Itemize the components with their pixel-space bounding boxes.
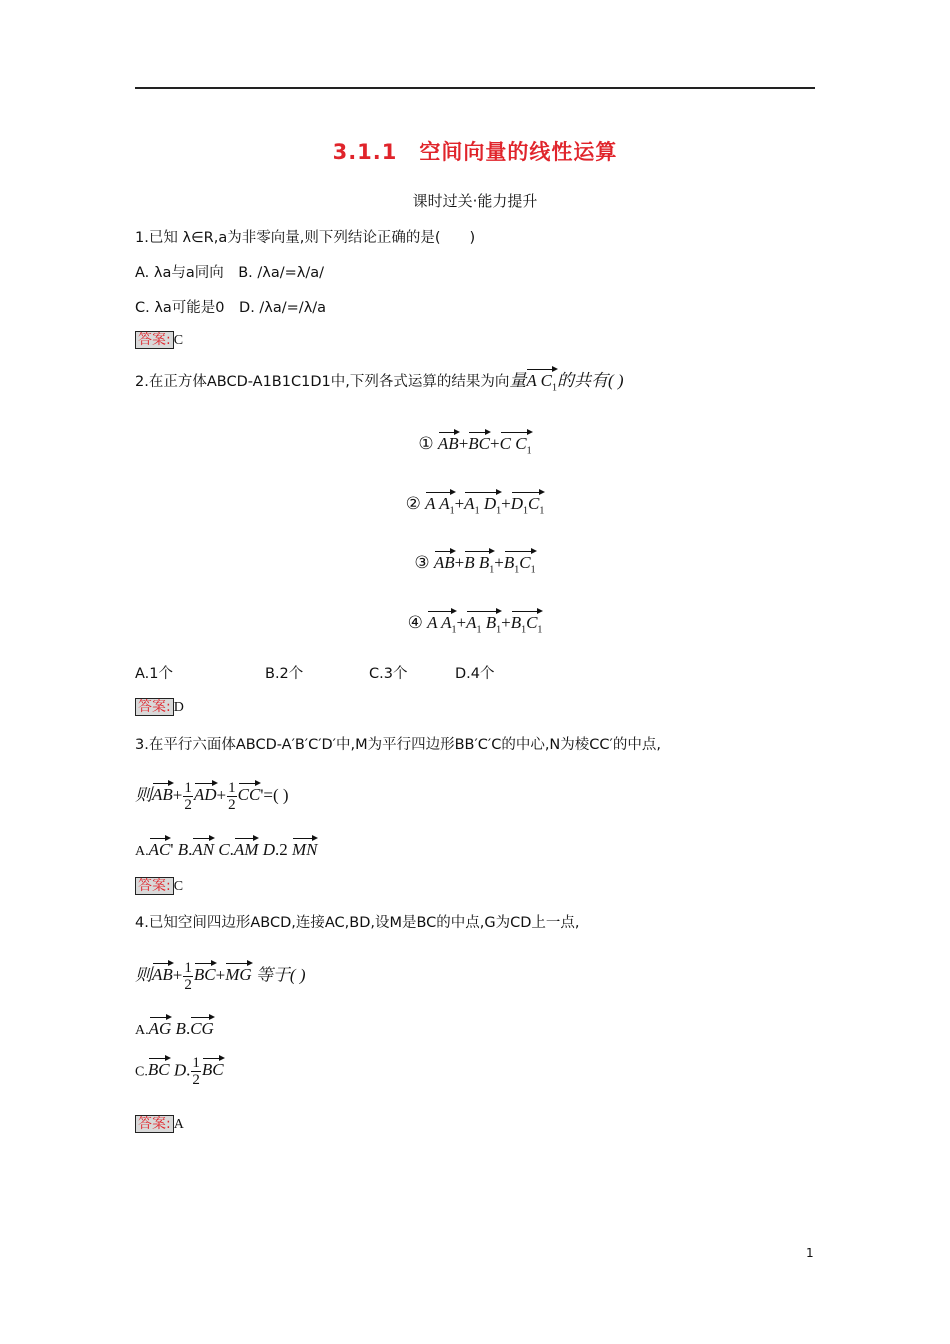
q2-option-d: D.4个 [455,666,495,682]
circled-1: ① [418,434,434,453]
vector-cc1: C $C_1$ [499,434,532,457]
vector-cc-prime: CC [237,785,261,805]
q2-stem-tail2: 的共有( ) [557,371,624,390]
vector-ab: AB [437,434,459,453]
q2-stem-text: 2.在正方体ABCD-A1B1C1D1中,下列各式运算的结果为向 [135,374,510,390]
q1-options-cd: C. λa可能是0 D. /λa/=/λ/a [135,300,327,316]
q4-expr-suffix: 等于( ) [255,965,306,985]
q1-options-ab: A. λa与a同向 B. /λa/=λ/a/ [135,265,325,281]
vector-ag: AG [148,1019,172,1038]
vector-ab: AB [433,553,455,572]
q2-expression-1: ① AB+BC+C $C_1$ [418,434,532,457]
vector-aa1: A $A_1$ [427,613,457,636]
circled-3: ③ [414,553,430,572]
circled-2: ② [405,494,421,513]
vector-ab: AB [152,785,173,805]
q4-options-ab: A.AG B.CG [135,1019,214,1038]
q4-answer [135,1113,184,1133]
vector-bc: BC [468,434,491,453]
vector-b1c1: $B_1C_1$ [503,553,536,576]
fraction-half: $\frac{1}{2}$ [192,1055,200,1088]
vector-ac1: A $C_1$ [526,371,557,394]
q4-expression: 则AB+ $\frac{1}{2}$ BC+MG 等于( ) [135,960,306,993]
answer-label: 答案: [135,877,174,895]
vector-am: AM [233,840,259,859]
q4-stem: 4.已知空间四边形ABCD,连接AC,BD,设M是BC的中点,G为CD上一点, [135,915,580,931]
vector-an: AN [192,840,215,859]
q3-expr-prefix: 则 [135,785,152,805]
vector-d1c1: $D_1C_1$ [510,494,545,517]
q1-stem [135,226,475,247]
q2-options [135,662,495,683]
q2-option-b: B.2个 [265,666,304,682]
answer-value: D [173,700,184,715]
q2-answer [135,696,184,716]
q4-options-cd: C.BC D. $\frac{1}{2}$ BC [135,1055,224,1088]
vector-ad: AD [193,785,217,805]
answer-value: C [173,333,184,348]
fraction-half: $\frac{1}{2}$ [184,780,192,813]
answer-value: C [173,879,184,894]
q2-stem [135,366,624,393]
vector-a1b1: $A_1$ $B_1$ [466,613,502,636]
q1-stem-a: 1.已知 [135,230,178,246]
vector-cg: CG [190,1019,214,1038]
q2-expression-4: ④ A $A_1+A_1$ $B_1+B_1C_1$ [407,613,543,636]
vector-a1d1: $A_1$ $D_1$ [464,494,502,517]
q3-options: A.AC' B.AN C.AM D.2 MN [135,840,318,859]
q4-expr-prefix: 则 [135,965,152,985]
page-number: 1 [806,1246,814,1260]
vector-bc: BC [147,1060,170,1080]
vector-bb1: B $B_1$ [464,553,495,576]
q1-stem-b: λ∈R,a为非零向量,则下列结论正确的是( ) [182,230,476,246]
fraction-half: $\frac{1}{2}$ [184,960,192,993]
page-subtitle: 课时过关·能力提升 [412,192,538,210]
q2-expression-2: ② A $A_1+A_1$ $D_1+D_1C_1$ [405,494,545,517]
vector-mg: MG [225,965,252,985]
vector-bc: BC [193,965,216,985]
answer-label: 答案: [135,1115,174,1133]
page-title: 3.1.1 空间向量的线性运算 [332,140,618,164]
answer-value: A [173,1117,184,1132]
header-rule [135,87,815,89]
vector-b1c1: $B_1C_1$ [510,613,543,636]
vector-mn: MN [291,840,318,859]
q3-expression: 则AB+ $\frac{1}{2}$ AD+ $\frac{1}{2}$ CC'=( ) [135,780,289,813]
q1-answer [135,329,183,349]
answer-label: 答案: [135,331,174,349]
answer-label: 答案: [135,698,174,716]
fraction-half: $\frac{1}{2}$ [228,780,236,813]
q2-stem-tail: 量 [509,371,527,390]
q2-option-a: A.1个 [135,666,173,682]
q2-option-c: C.3个 [369,666,408,682]
q2-stem-formula [509,371,624,394]
vector-aa1: A $A_1$ [425,494,455,517]
vector-bc: BC [201,1060,224,1080]
vector-ac-prime: AC [148,840,171,859]
q3-stem: 3.在平行六面体ABCD-A′B′C′D′中,M为平行四边形BB′C′C的中心,N为棱CC′的中点, [135,737,661,753]
q2-expression-3: ③ AB+B $B_1+B_1C_1$ [414,553,536,576]
q3-answer [135,875,183,895]
vector-ab: AB [152,965,173,985]
q3-expr-suffix: =( ) [263,785,289,805]
circled-4: ④ [407,613,423,632]
